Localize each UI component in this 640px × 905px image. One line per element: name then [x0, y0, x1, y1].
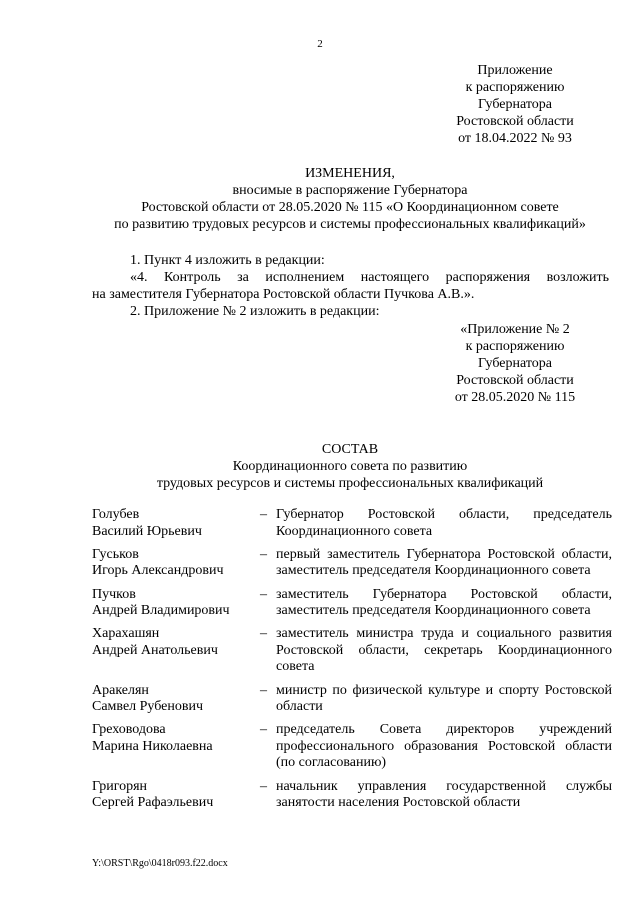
member-first-name: Марина Николаевна [92, 738, 213, 754]
member-first-name: Андрей Анатольевич [92, 642, 218, 658]
dash: – [260, 546, 267, 562]
member-last-name: Греховодова [92, 722, 166, 738]
appendix-2-line: Губернатора [477, 356, 553, 371]
appendix-header [420, 62, 610, 147]
member-last-name: Гуськов [92, 546, 139, 562]
dash: – [260, 626, 267, 642]
appendix-line: Губернатора [477, 97, 553, 112]
dash: – [260, 682, 267, 698]
member-row [92, 547, 612, 580]
member-role: министр по физической культуре и спорту Ростовской области [276, 682, 612, 715]
changes-title-line: вносимые в распоряжение Губернатора [232, 183, 468, 198]
member-role: заместитель Губернатора Ростовской области, заместитель председателя Координационного совета [276, 586, 612, 619]
member-last-name: Голубев [92, 507, 140, 522]
dash: – [260, 507, 267, 522]
member-row [92, 626, 612, 676]
item-2: 2. Приложение № 2 изложить в редакции: [130, 304, 380, 319]
member-last-name: Харахашян [92, 626, 160, 642]
member-row [92, 587, 612, 620]
changes-heading: ИЗМЕНЕНИЯ, [305, 166, 395, 181]
appendix-2-line: Ростовской области [456, 373, 574, 388]
member-last-name: Пучков [92, 586, 136, 602]
appendix-2-header [420, 321, 610, 406]
member-first-name: Самвел Рубенович [92, 699, 204, 715]
changes-title-line: по развитию трудовых ресурсов и системы профессиональных квалификаций» [114, 217, 586, 232]
composition-title-line: трудовых ресурсов и системы профессиональных квалификаций [156, 476, 544, 491]
member-role: начальник управления государственной службы занятости населения Ростовской области [276, 778, 612, 811]
member-role: заместитель министра труда и социального развития Ростовской области, секретарь Координационного совета [276, 626, 612, 675]
appendix-2-line: «Приложение № 2 [460, 322, 570, 337]
member-role: первый заместитель Губернатора Ростовской области, заместитель председателя Координационного совета [276, 546, 612, 579]
member-first-name: Игорь Александрович [92, 563, 224, 579]
page-number: 2 [317, 38, 323, 50]
appendix-line: от 18.04.2022 № 93 [458, 131, 572, 146]
member-role: Губернатор Ростовской области, председатель Координационного совета [276, 507, 612, 539]
quote-line-1: «4. Контроль за исполнением настоящего распоряжения возложить [130, 270, 609, 285]
changes-title-line: Ростовской области от 28.05.2020 № 115 «О Координационном совете [141, 200, 559, 215]
changes-title [60, 165, 640, 233]
member-row [92, 507, 612, 540]
member-first-name: Сергей Рафаэльевич [92, 795, 214, 811]
member-last-name: Григорян [92, 778, 148, 794]
appendix-line: Ростовской области [456, 114, 574, 129]
file-path-footer: Y:\ORST\Rgo\0418r093.f22.docx [92, 858, 228, 869]
member-row [92, 683, 612, 716]
dash: – [260, 586, 267, 602]
member-role: председатель Совета директоров учреждений профессионального образования Ростовской области (по согласованию) [276, 722, 612, 771]
item-1: 1. Пункт 4 изложить в редакции: [130, 253, 325, 268]
appendix-line: к распоряжению [465, 80, 565, 95]
appendix-2-line: от 28.05.2020 № 115 [454, 390, 576, 405]
member-first-name: Андрей Владимирович [92, 603, 230, 619]
composition-title-line: Координационного совета по развитию [232, 459, 468, 474]
members-list [92, 507, 612, 819]
member-row [92, 722, 612, 772]
dash: – [260, 722, 267, 738]
member-first-name: Василий Юрьевич [92, 523, 202, 539]
member-last-name: Аракелян [92, 682, 149, 698]
appendix-line: Приложение [477, 63, 553, 78]
dash: – [260, 778, 267, 794]
composition-heading: СОСТАВ [321, 442, 379, 457]
quote-line-2: на заместителя Губернатора Ростовской области Пучкова А.В.». [92, 287, 475, 302]
member-row [92, 779, 612, 812]
composition-title [60, 441, 640, 492]
appendix-2-line: к распоряжению [465, 339, 565, 354]
